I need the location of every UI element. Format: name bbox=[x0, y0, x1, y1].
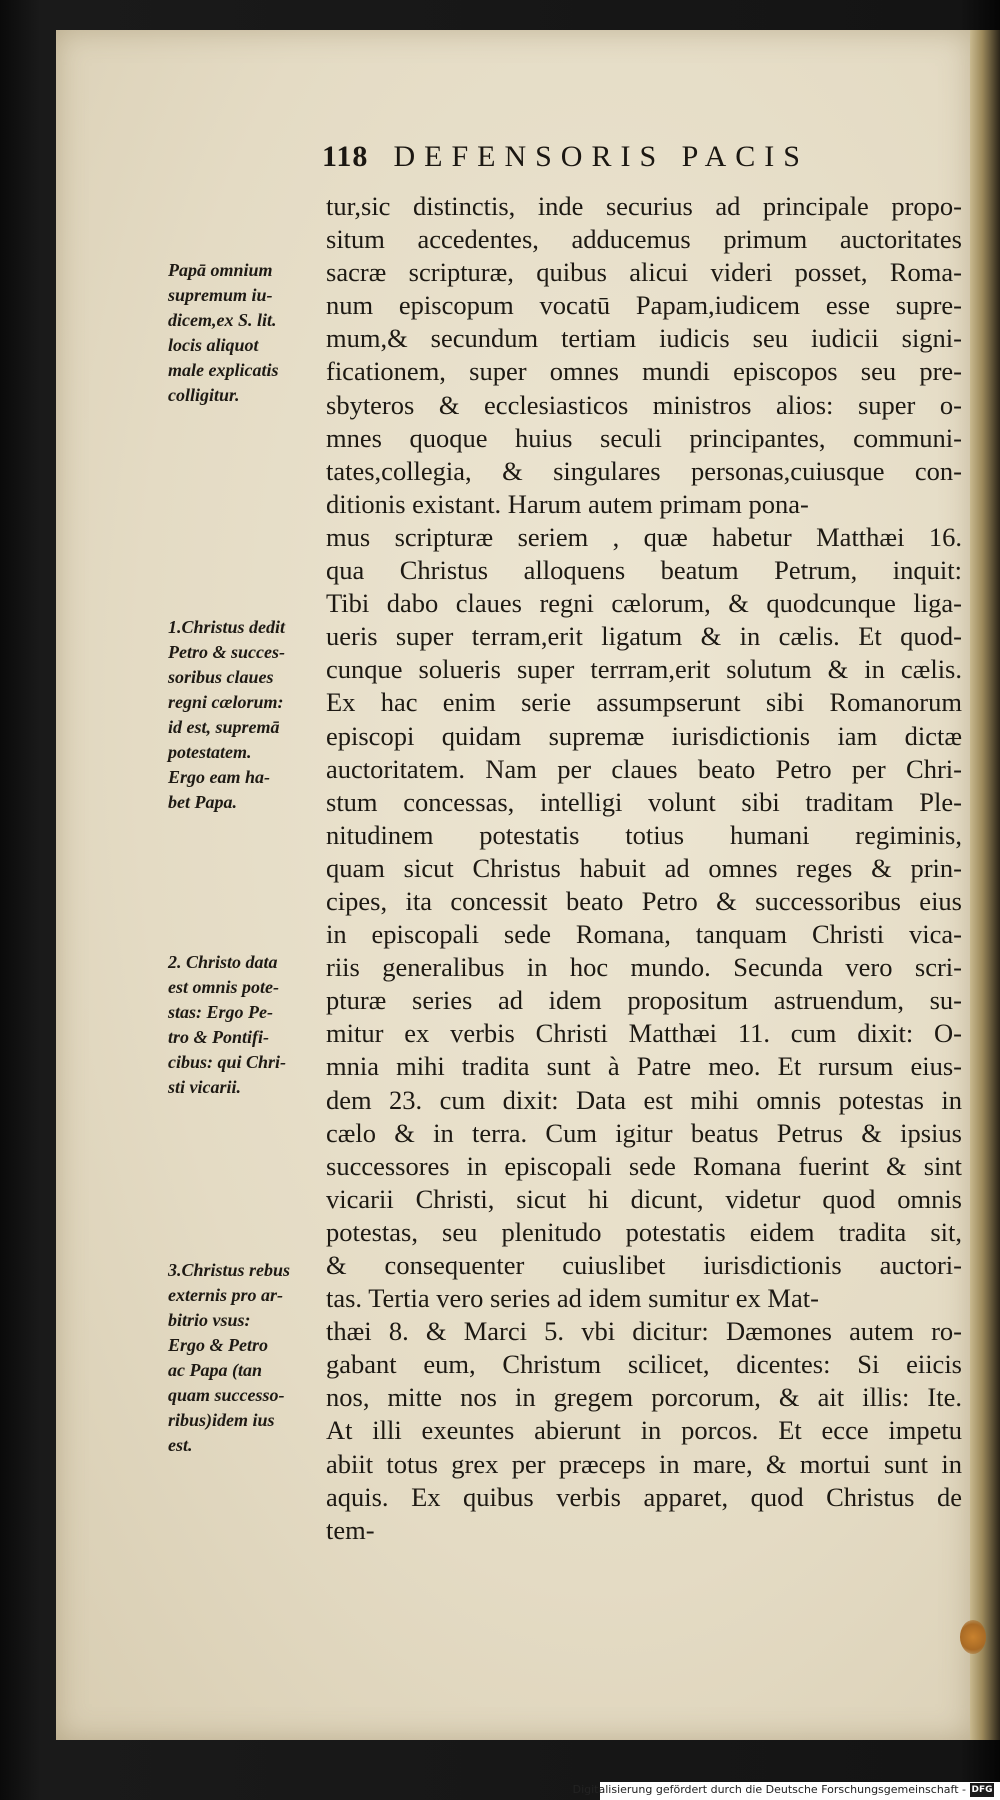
marginal-note-line: regni cælorum: bbox=[168, 692, 284, 712]
text-line: potestas, seu plenitudo potestatis eidem tradita sit, bbox=[326, 1216, 962, 1247]
marginal-note-line: sti vicarii. bbox=[168, 1077, 241, 1097]
text-line: situm accedentes, adducemus primum auctoritates bbox=[326, 224, 962, 255]
text-line: nitudinem potestatis totius humani regiminis, bbox=[326, 819, 962, 850]
text-line: thæi 8. & Marci 5. vbi dicitur: Dæmones autem ro- bbox=[326, 1316, 962, 1347]
text-line: vicarii Christi, sicut hi dicunt, videtur quod omnis bbox=[326, 1183, 962, 1214]
marginal-note-line: est omnis pote- bbox=[168, 977, 279, 997]
marginal-note-2 bbox=[168, 615, 320, 815]
marginal-note-line: 2. Christo data bbox=[168, 952, 278, 972]
text-line: quam sicut Christus habuit ad omnes reges & prin- bbox=[326, 852, 962, 883]
text-line: sacræ scripturæ, quibus alicui videri posset, Roma- bbox=[326, 257, 962, 288]
text-line: tur,sic distinctis, inde securius ad principale propo- bbox=[326, 191, 962, 221]
running-head bbox=[322, 140, 922, 174]
marginal-note-line: ac Papa (tan bbox=[168, 1360, 262, 1380]
text-line: ditionis existant. Harum autem primam pona- bbox=[326, 488, 809, 519]
marginal-note-4 bbox=[168, 1258, 320, 1458]
running-head-title: DEFENSORIS PACIS bbox=[393, 140, 809, 173]
marginal-note-line: ribus)idem ius bbox=[168, 1410, 275, 1430]
marginal-note-3 bbox=[168, 950, 320, 1100]
marginal-note-line: quam successo- bbox=[168, 1385, 285, 1405]
marginal-note-line: Petro & succes- bbox=[168, 642, 285, 662]
text-line: sbyteros & ecclesiasticos ministros alios: super o- bbox=[326, 389, 962, 420]
text-line: cælo & in terra. Cum igitur beatus Petrus & ipsius bbox=[326, 1117, 962, 1148]
text-line: mitur ex verbis Christi Matthæi 11. cum dixit: O- bbox=[326, 1018, 962, 1049]
marginal-note-line: soribus claues bbox=[168, 667, 274, 687]
text-line: tates,collegia, & singulares personas,cuiusque con- bbox=[326, 455, 962, 486]
text-line: & consequenter cuiuslibet iurisdictionis auctori- bbox=[326, 1250, 962, 1280]
text-line: dem 23. cum dixit: Data est mihi omnis potestas in bbox=[326, 1084, 962, 1115]
marginal-note-line: bitrio vsus: bbox=[168, 1310, 251, 1330]
marginal-note-line: externis pro ar- bbox=[168, 1285, 284, 1305]
marginal-note-line: Papā omnium bbox=[168, 260, 273, 280]
text-line: riis generalibus in hoc mundo. Secunda vero scri- bbox=[326, 952, 962, 983]
text-line: Tibi dabo claues regni cælorum, & quodcunque liga- bbox=[326, 588, 962, 619]
marginal-note-line: tro & Pontifi- bbox=[168, 1027, 270, 1047]
text-line: Ex hac enim serie assumpserunt sibi Romanorum bbox=[326, 687, 962, 718]
marginal-note-line: stas: Ergo Pe- bbox=[168, 1002, 273, 1022]
main-text-block bbox=[326, 190, 962, 1547]
folio-number: 118 bbox=[322, 140, 369, 173]
text-line: mum,& secundum tertiam iudicis seu iudicii signi- bbox=[326, 323, 962, 354]
marginal-note-line: Ergo eam ha- bbox=[168, 767, 271, 787]
text-line: qua Christus alloquens beatum Petrum, inquit: bbox=[326, 555, 962, 586]
text-line: abiit totus grex per præceps in mare, & mortui sunt in bbox=[326, 1448, 962, 1479]
marginal-note-line: id est, supremā bbox=[168, 717, 280, 737]
text-line: mnes quoque huius seculi principantes, communi- bbox=[326, 422, 962, 453]
text-line: At illi exeuntes abierunt in porcos. Et ecce impetu bbox=[326, 1415, 962, 1446]
marginal-note-line: potestatem. bbox=[168, 742, 252, 762]
text-line: nos, mitte nos in gregem porcorum, & ait illis: Ite. bbox=[326, 1382, 962, 1413]
text-line: auctoritatem. Nam per claues beato Petro per Chri- bbox=[326, 753, 962, 784]
text-line: tas. Tertia vero series ad idem sumitur ex Mat- bbox=[326, 1283, 819, 1314]
text-line: ueris super terram,erit ligatum & in cælis. Et quod- bbox=[326, 621, 962, 652]
marginal-note-line: locis aliquot bbox=[168, 335, 259, 355]
marginal-note-line: 1.Christus dedit bbox=[168, 617, 286, 637]
text-line: ficationem, super omnes mundi episcopos seu pre- bbox=[326, 356, 962, 387]
marginal-note-1 bbox=[168, 258, 320, 408]
text-line: num episcopum vocatū Papam,iudicem esse supre- bbox=[326, 290, 962, 321]
text-line: successores in episcopali sede Romana fuerint & sint bbox=[326, 1150, 962, 1181]
text-line: tem- bbox=[326, 1514, 375, 1545]
marginal-note-line: colligitur. bbox=[168, 385, 240, 405]
marginal-note-line: est. bbox=[168, 1435, 193, 1455]
marginal-note-line: dicem,ex S. lit. bbox=[168, 310, 277, 330]
marginal-note-line: cibus: qui Chri- bbox=[168, 1052, 287, 1072]
text-line: aquis. Ex quibus verbis apparet, quod Christus de bbox=[326, 1481, 962, 1512]
text-line: pturæ series ad idem propositum astruendum, su- bbox=[326, 985, 962, 1016]
marginal-note-line: bet Papa. bbox=[168, 792, 237, 812]
marginal-note-line: Ergo & Petro bbox=[168, 1335, 269, 1355]
marginal-note-line: supremum iu- bbox=[168, 285, 273, 305]
text-line: mus scripturæ seriem , quæ habetur Matthæi 16. bbox=[326, 521, 962, 552]
text-line: cunque solueris super terrram,erit solutum & in cælis. bbox=[326, 654, 962, 685]
marginal-note-line: 3.Christus rebus bbox=[168, 1260, 291, 1280]
text-line: cipes, ita concessit beato Petro & successoribus eius bbox=[326, 885, 962, 916]
paper-stain bbox=[960, 1620, 986, 1654]
dfg-logo: DFG bbox=[971, 1785, 993, 1795]
marginal-note-line: male explicatis bbox=[168, 360, 279, 380]
page-edge bbox=[970, 30, 1000, 1740]
text-line: in episcopali sede Romana, tanquam Christi vica- bbox=[326, 919, 962, 950]
funding-credit: Digitalisierung gefördert durch die Deutsche Forschungsgemeinschaft - bbox=[572, 1783, 966, 1796]
text-line: gabant eum, Christum scilicet, dicentes: Si eiicis bbox=[326, 1349, 962, 1380]
text-line: mnia mihi tradita sunt à Patre meo. Et rursum eius- bbox=[326, 1051, 962, 1082]
text-line: stum concessas, intelligi volunt sibi traditam Ple- bbox=[326, 786, 962, 817]
text-line: episcopi quidam supremæ iurisdictionis iam dictæ bbox=[326, 720, 962, 751]
